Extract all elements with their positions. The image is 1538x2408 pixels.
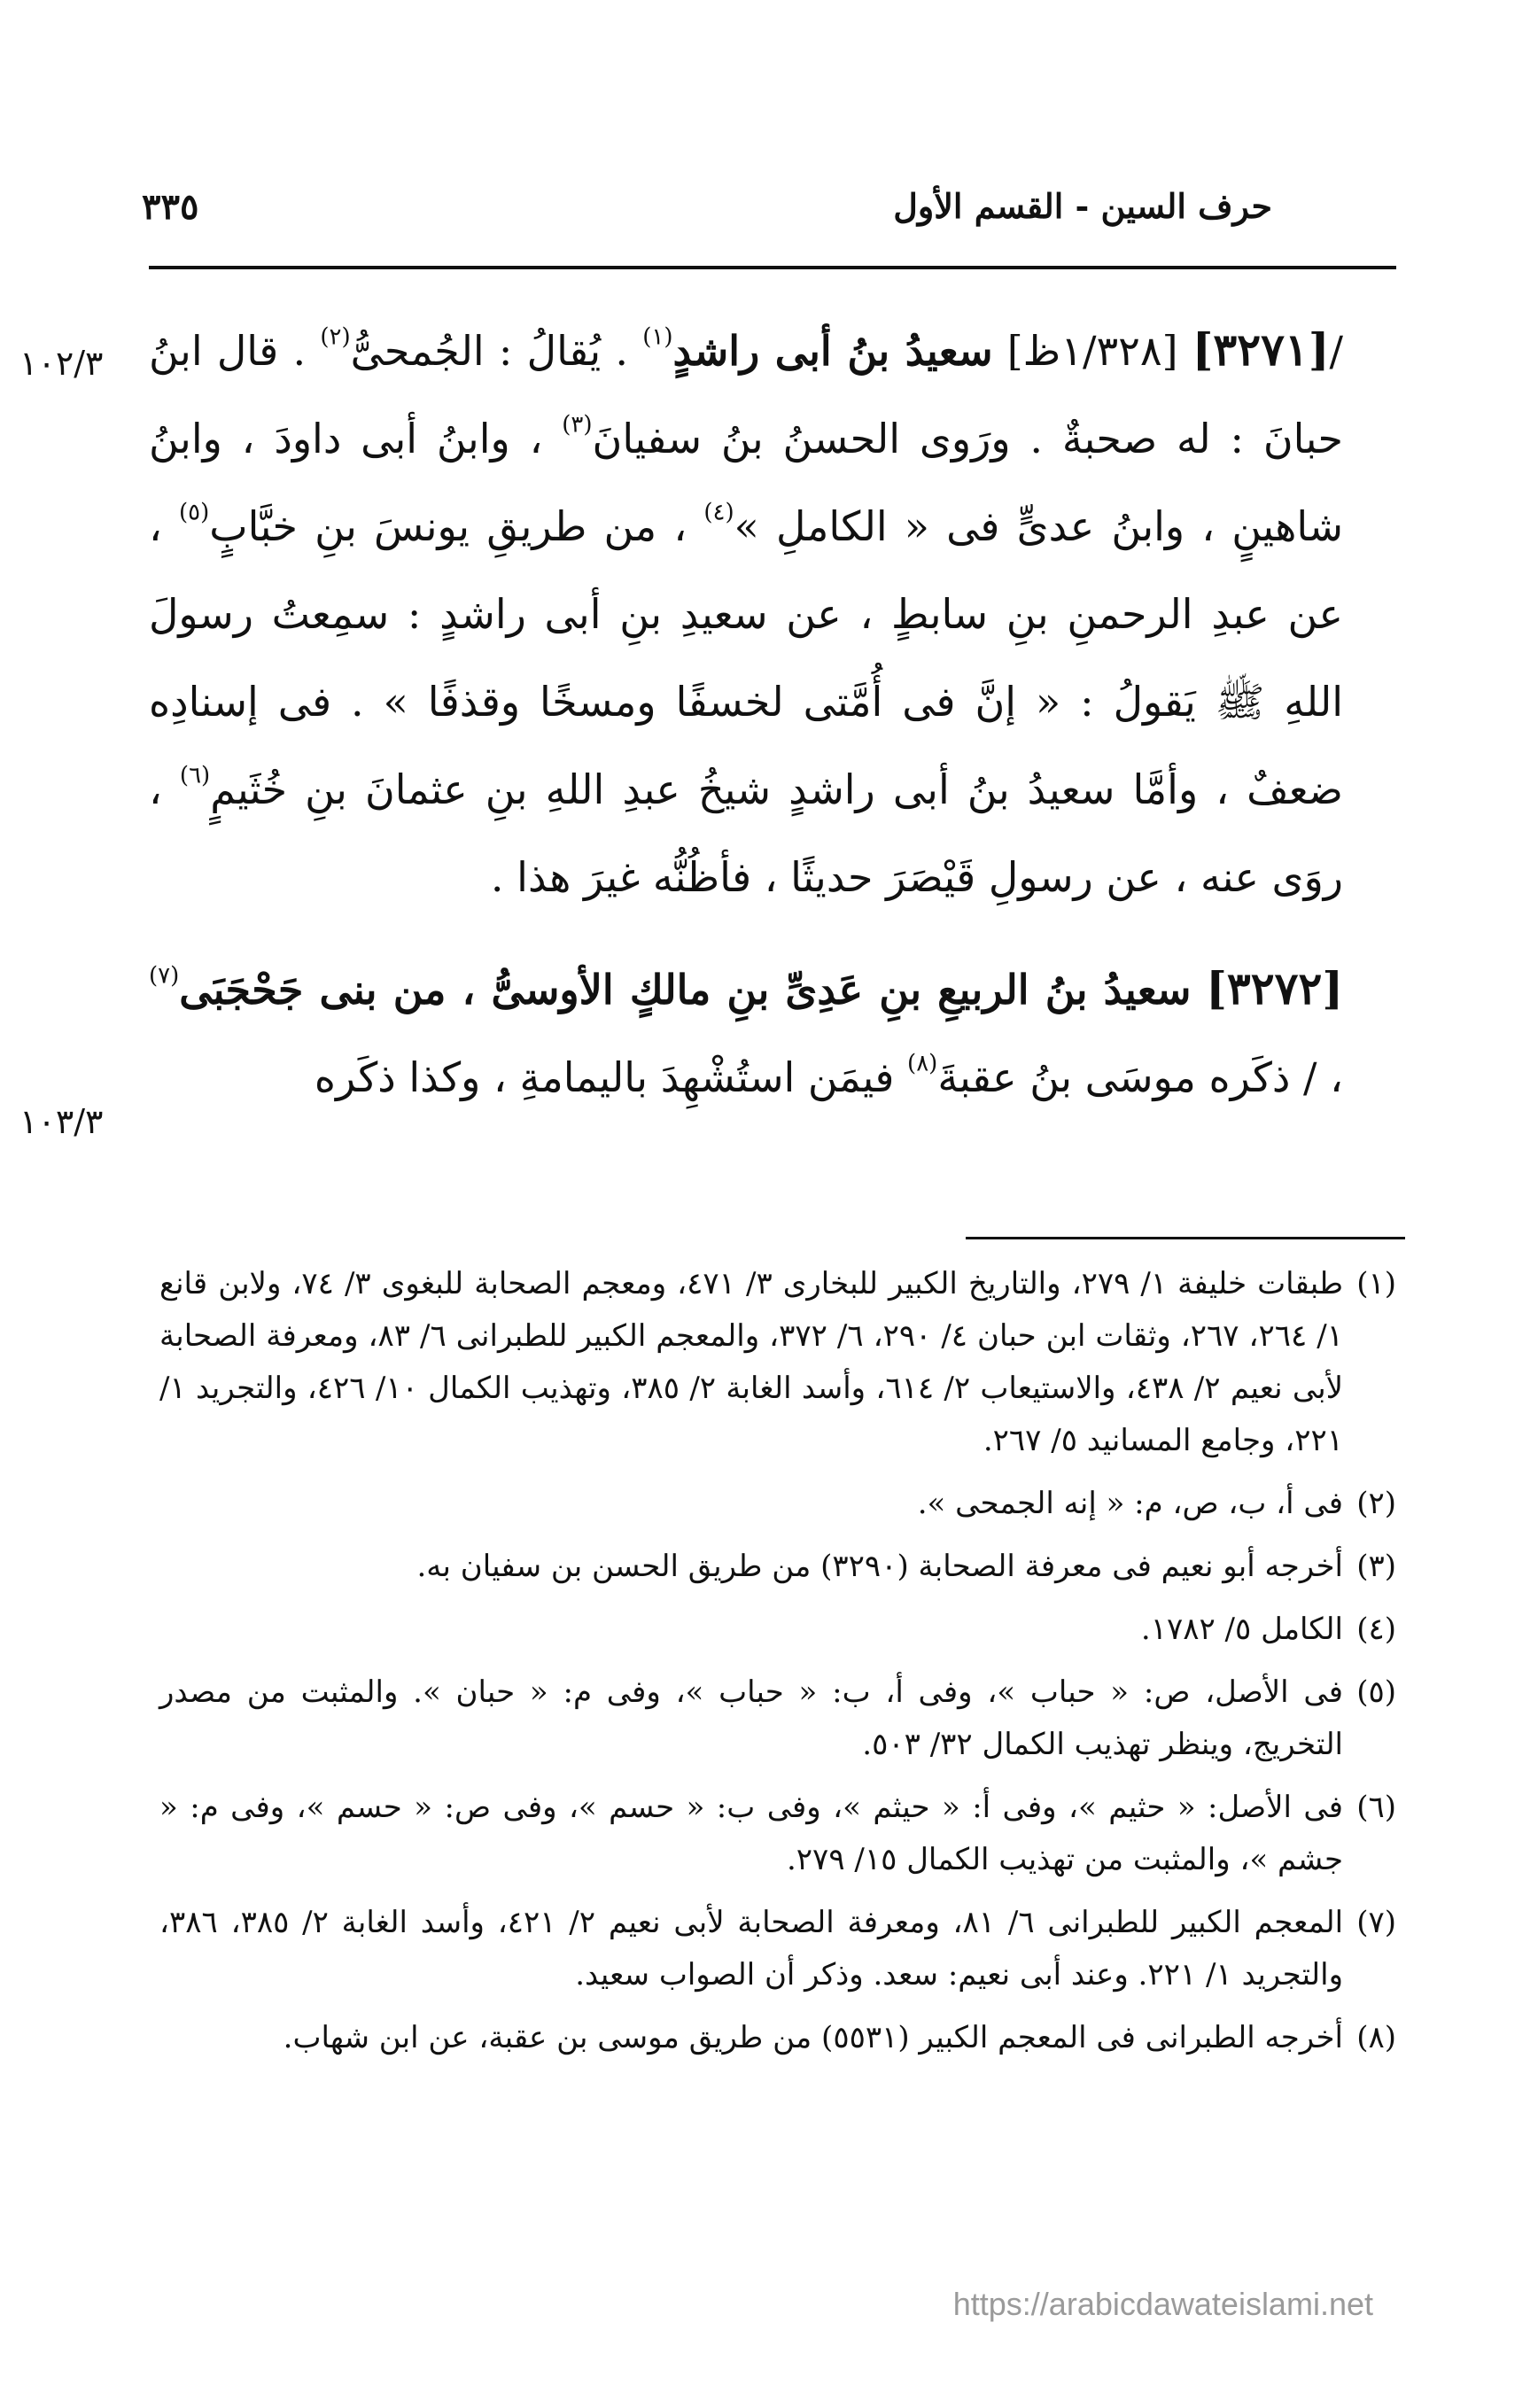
footnote-ref-1: (١): [642, 323, 673, 351]
footnote-text: طبقات خليفة ١/ ٢٧٩، والتاريخ الكبير للبخارى ٣/ ٤٧١، ومعجم الصحابة للبغوى ٣/ ٧٤، ولابن قانع ١/ ٢٦٤، ٢٦٧، وثقات ابن حبان ٤/ ٢٩٠، ٦/ ٣٧٢، والمعجم الكبير للطبرانى ٦/ ٨٣، ومعرفة الصحابة لأبى نعيم ٢/ ٤٣٨، والاستيعاب ٢/ ٦١٤، وأسد الغابة ٢/ ٣٨٥، وتهذيب الكمال ١٠/ ٤٢٦، والتجريد ١/ ٢٢١، وجامع المسانيد ٥/ ٢٦٧.: [159, 1266, 1344, 1458]
footnote-4: [159, 1604, 1396, 1656]
footnote-2: [159, 1478, 1396, 1530]
footnote-text: المعجم الكبير للطبرانى ٦/ ٨١، ومعرفة الصحابة لأبى نعيم ٢/ ٤٢١، وأسد الغابة ٢/ ٣٨٥، ٣٨٦، والتجريد ١/ ٢٢١. وعند أبى نعيم: سعد. وذكر أن الصواب سعيد.: [159, 1905, 1344, 1992]
entry-text: ، روَى عنه ، عن رسولِ قَيْصَرَ حديثًا ، فأظُنُّه غيرَ هذا .: [149, 765, 1343, 901]
footnote-3: [159, 1541, 1396, 1593]
footnotes: [159, 1258, 1396, 2075]
manuscript-ref: [١/٣٢٨ظ]: [1006, 327, 1178, 375]
footnote-8: [159, 2012, 1396, 2064]
header-rule: [149, 266, 1396, 269]
footnote-number: (٤): [1356, 1612, 1396, 1647]
entry-number: [٣٢٧١]: [1192, 323, 1330, 376]
footnote-number: (١): [1356, 1266, 1397, 1301]
footnote-ref-6: (٦): [179, 762, 211, 789]
page-number: ٣٣٥: [142, 186, 199, 228]
watermark-url: https://arabicdawateislami.net: [952, 2286, 1373, 2322]
footnote-1: [159, 1258, 1396, 1467]
footnote-text: فى الأصل، ص: « حباب »، وفى أ، ب: « حباب »، وفى م: « حبان ». والمثبت من مصدر التخريج، وينظر تهذيب الكمال ٣٢/ ٥٠٣.: [159, 1674, 1343, 1762]
footnote-text: فى أ، ب، ص، م: « إنه الجمحى ».: [917, 1486, 1343, 1521]
footnote-text: أخرجه أبو نعيم فى معرفة الصحابة (٣٢٩٠) من طريق الحسن بن سفيان به.: [416, 1549, 1343, 1584]
footnote-6: [159, 1782, 1396, 1886]
entry-3272: [149, 944, 1343, 1122]
margin-ref-first: ١٠٢/٣: [19, 344, 104, 383]
footnote-ref-5: (٥): [179, 499, 210, 526]
footnote-number: (٣): [1356, 1549, 1396, 1584]
entry-text: ، عن عبدِ الرحمنِ بنِ سابطٍ ، عن سعيدِ بنِ أبى راشدٍ : سمِعتُ رسولَ اللهِ ﷺ يَقولُ : « إنَّ فى أُمَّتى لخسفًا ومسخًا وقذفًا » . فى إسنادِه ضعفٌ ، وأمَّا سعيدُ بنُ أبى راشدٍ شيخُ عبدِ اللهِ بنِ عثمانَ بنِ خُثَيمٍ: [149, 502, 1343, 813]
main-text: [149, 306, 1343, 1122]
footnote-ref-7: (٧): [149, 962, 180, 990]
footnote-number: (٢): [1356, 1486, 1396, 1521]
running-header: [142, 186, 1396, 239]
footnote-text: الكامل ٥/ ١٧٨٢.: [1140, 1612, 1343, 1647]
footnote-ref-3: (٣): [562, 411, 593, 439]
entry-text: ، وابنُ أبى داودَ ، وابنُ شاهينٍ ، وابنُ عدىٍّ فى « الكاملِ »: [149, 415, 1343, 550]
entry-text: ، / ذكَره موسَى بنُ عقبةَ: [937, 1053, 1343, 1101]
entry-number: [٣٢٧٢]: [1206, 962, 1343, 1014]
entry-text: ، من طريقِ يونسَ بنِ خبَّابٍ: [209, 502, 687, 550]
header-title: حرف السين - القسم الأول: [893, 186, 1272, 226]
footnote-7: [159, 1897, 1396, 2001]
entry-text: فيمَن استُشْهِدَ باليمامةِ ، وكذا ذكَره: [314, 1053, 895, 1101]
footnote-5: [159, 1666, 1396, 1771]
entry-text: . قال ابنُ حبانَ : له صحبةٌ . ورَوى الحسنُ بنُ سفيانَ: [149, 327, 1343, 462]
entry-slash: /: [1329, 327, 1343, 375]
footnote-ref-2: (٢): [320, 323, 351, 351]
footnote-number: (٨): [1356, 2020, 1396, 2055]
footnote-text: فى الأصل: « حثيم »، وفى أ: « حيثم »، وفى ب: « حسم »، وفى ص: « حسم »، وفى م: « جشم »، والمثبت من تهذيب الكمال ١٥/ ٢٧٩.: [159, 1790, 1343, 1877]
footnote-text: أخرجه الطبرانى فى المعجم الكبير (٥٥٣١) من طريق موسى بن عقبة، عن ابن شهاب.: [283, 2020, 1343, 2055]
entry-text: . يُقالُ : الجُمحىُّ: [350, 327, 628, 375]
footnote-number: (٦): [1356, 1790, 1396, 1825]
footnote-rule: [966, 1237, 1405, 1239]
footnote-ref-8: (٨): [907, 1050, 938, 1077]
margin-ref-second: ١٠٣/٣: [19, 1102, 104, 1141]
entry-name: سعيدُ بنُ أبى راشدٍ: [672, 327, 993, 375]
footnote-number: (٧): [1356, 1905, 1397, 1940]
footnote-ref-4: (٤): [703, 499, 734, 526]
entry-name: سعيدُ بنُ الربيعِ بنِ عَدِىِّ بنِ مالكٍ الأوسىُّ ، من بنى جَحْجَبَى: [179, 966, 1192, 1014]
footnote-number: (٥): [1356, 1674, 1396, 1710]
entry-3271: [149, 306, 1343, 921]
